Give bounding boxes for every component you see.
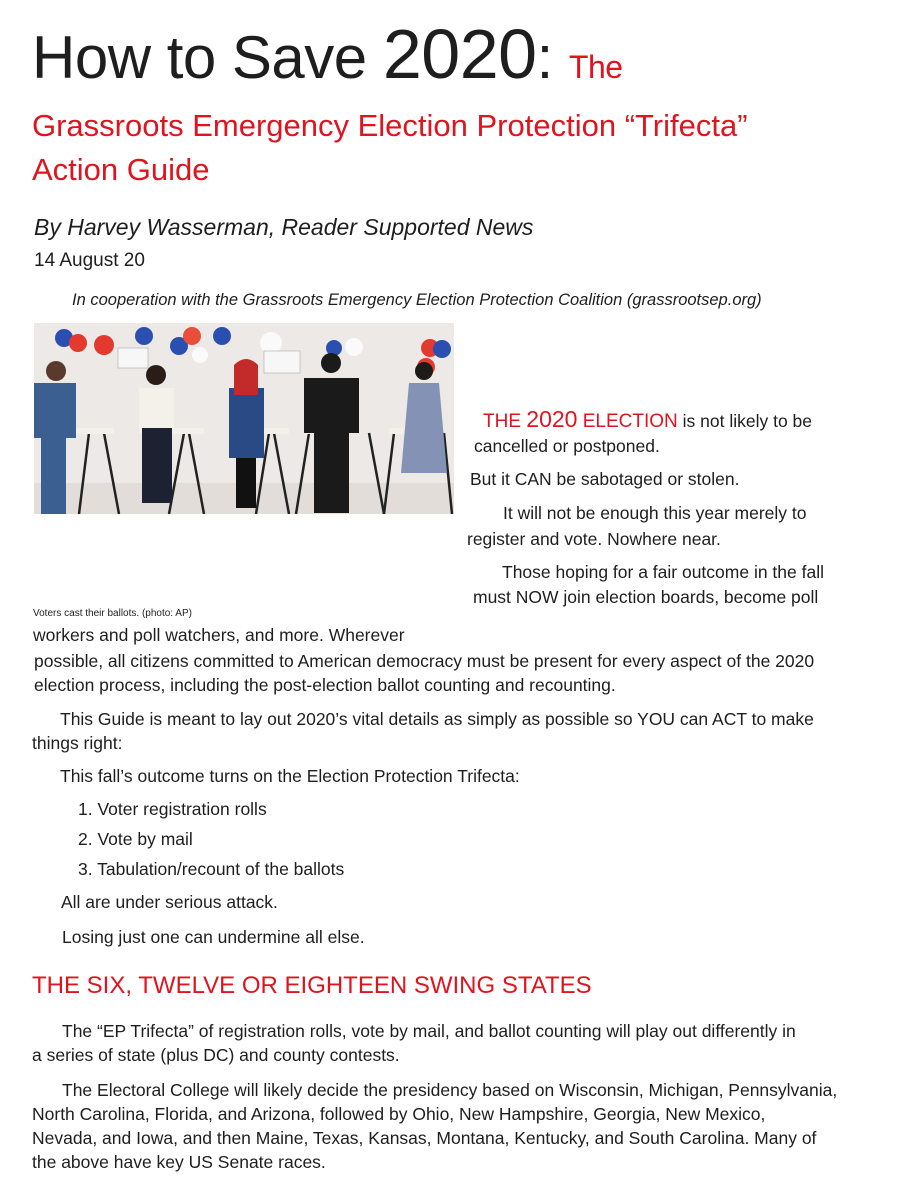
text-line: This fall’s outcome turns on the Election Protection Trifecta: xyxy=(60,766,520,786)
text-line: must NOW join election boards, become poll xyxy=(473,587,819,607)
list-item: 1. Voter registration rolls xyxy=(78,799,267,819)
text-line: All are under serious attack. xyxy=(61,892,278,912)
title-the: The xyxy=(568,49,623,85)
text-line: workers and poll watchers, and more. Wherever xyxy=(33,625,405,645)
lead-election: ELECTION xyxy=(577,411,678,432)
lead-paragraph xyxy=(483,406,812,433)
cooperation-note: In cooperation with the Grassroots Emergency Election Protection Coalition (grassrootsep.org) xyxy=(72,291,762,309)
text-line: Losing just one can undermine all else. xyxy=(62,927,365,947)
section-heading: THE SIX, TWELVE OR EIGHTEEN SWING STATES xyxy=(32,972,592,999)
page-title xyxy=(32,14,623,94)
text-line: Those hoping for a fair outcome in the fall xyxy=(502,562,824,582)
text-line: The “EP Trifecta” of registration rolls, vote by mail, and ballot counting will play out differently in xyxy=(62,1021,796,1041)
text-line: It will not be enough this year merely to xyxy=(503,503,807,523)
title-colon: : xyxy=(536,24,553,91)
text-line: the above have key US Senate races. xyxy=(32,1152,326,1172)
text-line: The Electoral College will likely decide the presidency based on Wisconsin, Michigan, Pennsylvania, xyxy=(62,1080,838,1100)
list-item: 3. Tabulation/recount of the ballots xyxy=(78,859,345,879)
list-item: 2. Vote by mail xyxy=(78,829,193,849)
lead-the: THE xyxy=(483,411,527,432)
text-line: North Carolina, Florida, and Arizona, followed by Ohio, New Hampshire, Georgia, New Mexico, xyxy=(32,1104,766,1124)
lead-rest: is not likely to be xyxy=(677,411,812,431)
text-line: cancelled or postponed. xyxy=(474,436,660,456)
title-line-2: Grassroots Emergency Election Protection “Trifecta” xyxy=(32,108,748,143)
title-line-3: Action Guide xyxy=(32,152,210,187)
date: 14 August 20 xyxy=(34,250,145,271)
voters-photo xyxy=(34,323,454,514)
text-line: election process, including the post-election ballot counting and recounting. xyxy=(34,675,616,695)
photo-caption: Voters cast their ballots. (photo: AP) xyxy=(33,608,192,619)
text-line: Nevada, and Iowa, and then Maine, Texas, Kansas, Montana, Kentucky, and South Carolina. Many of xyxy=(32,1128,817,1148)
title-text: How to Save xyxy=(32,24,383,91)
text-line: register and vote. Nowhere near. xyxy=(467,529,721,549)
text-line: things right: xyxy=(32,733,123,753)
text-line: possible, all citizens committed to American democracy must be present for every aspect of the 2020 xyxy=(34,651,815,671)
text-line: But it CAN be sabotaged or stolen. xyxy=(470,469,740,489)
lead-year: 2020 xyxy=(526,406,578,432)
title-year: 2020 xyxy=(382,15,537,93)
text-line: a series of state (plus DC) and county contests. xyxy=(32,1045,400,1065)
text-line: This Guide is meant to lay out 2020’s vital details as simply as possible so YOU can ACT to make xyxy=(60,709,814,729)
byline: By Harvey Wasserman, Reader Supported News xyxy=(34,214,534,240)
